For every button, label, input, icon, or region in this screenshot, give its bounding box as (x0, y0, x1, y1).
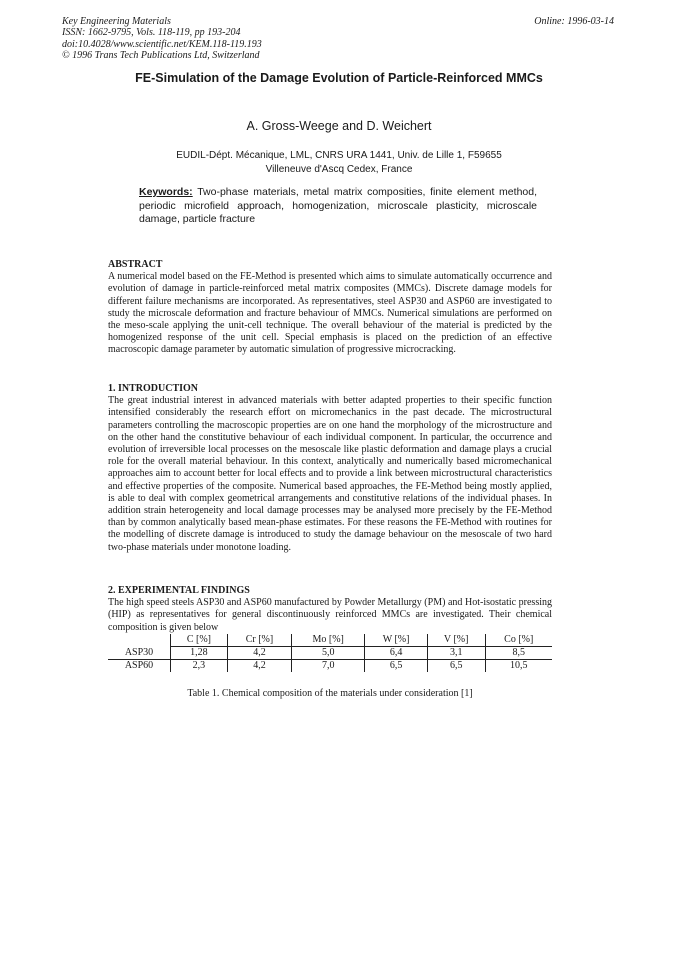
table-cell: 2,3 (171, 660, 228, 673)
affiliation-line-2: Villeneuve d'Ascq Cedex, France (265, 163, 413, 175)
introduction-heading: 1. INTRODUCTION (108, 383, 199, 394)
online-date: Online: 1996-03-14 (534, 16, 614, 27)
table-cell: 4,2 (227, 660, 291, 673)
copyright-line: © 1996 Trans Tech Publications Ltd, Switzerland (62, 49, 260, 61)
issn-line: ISSN: 1662-9795, Vols. 118-119, pp 193-204 (62, 27, 241, 39)
findings-text: The high speed steels ASP30 and ASP60 manufactured by Powder Metallurgy (PM) and Hot-isostatic pressing (HIP) as representatives for general discontinuously reinforced MMCs are investigated. Their chemical composition is given below (108, 597, 552, 633)
table-cell: 10,5 (485, 660, 552, 673)
paper-title: FE-Simulation of the Damage Evolution of Particle-Reinforced MMCs (135, 71, 543, 85)
abstract-heading: ABSTRACT (108, 259, 163, 270)
table-header-cell: W [%] (365, 634, 428, 647)
table-cell: 3,1 (427, 647, 485, 660)
introduction-section (108, 383, 552, 554)
keywords (139, 186, 537, 227)
doi-line: doi:10.4028/www.scientific.net/KEM.118-119.193 (62, 38, 262, 50)
findings-heading: 2. EXPERIMENTAL FINDINGS (108, 585, 250, 596)
table-cell: 6,5 (427, 660, 485, 673)
table-cell: 7,0 (292, 660, 365, 673)
keywords-text: Two-phase materials, metal matrix composities, finite element method, periodic microfield approach, homogenization, microscale plasticity, microscale damage, particle fracture (139, 186, 537, 225)
table-cell: 6,5 (365, 660, 428, 673)
table-header-cell: V [%] (427, 634, 485, 647)
table-cell: ASP30 (108, 647, 171, 660)
table-header-row (108, 634, 552, 647)
table-caption: Table 1. Chemical composition of the materials under consideration [1] (187, 688, 473, 699)
paper-authors: A. Gross-Weege and D. Weichert (246, 119, 432, 133)
journal-name: Key Engineering Materials (62, 16, 171, 27)
introduction-text: The great industrial interest in advanced materials with better adapted properties to their specific function intensified considerably the research effort on micromechanics in the past decade. The microstructural parameters controlling the macroscopic properties are on one hand the morphology of the microstructure and on the other hand the constitutive behaviour of each individual component. In particular, the occurrence and evolution of irreversible local processes on the mesoscale like plastic deformation and damage plays a crucial role for the overall material behaviour. In this context, analytically and numerically based micromechanical approaches aim to account better for local effects and to provide a link between microstructural characteristics and effective properties of the composite. Numerical based approaches, the FE-Method being mostly applied, is able to deal with complex geometrical arrangements and constitutive relations of the individual phases. In addition strain heterogeneity and local damage processes may be analysed more precisely by the FE-Method than by common analytically based mean-phase estimates. For these reasons the FE-Method with routines for the modelling of discrete damage is introduced to study the damage behaviour on the mesoscale of two hard two-phase materials under monotone loading. (108, 395, 552, 553)
table-header-cell (108, 634, 171, 647)
keywords-label: Keywords: (139, 186, 193, 198)
table-header-cell: C [%] (171, 634, 228, 647)
table-cell: 5,0 (292, 647, 365, 660)
abstract-section (108, 259, 552, 357)
table-row (108, 647, 552, 660)
affiliation-line-1: EUDIL-Dépt. Mécanique, LML, CNRS URA 1441, Univ. de Lille 1, F59655 (176, 150, 502, 161)
composition-table (108, 634, 552, 672)
table-row (108, 660, 552, 673)
table-header-cell: Cr [%] (227, 634, 291, 647)
table-cell: 8,5 (485, 647, 552, 660)
table-header-cell: Co [%] (485, 634, 552, 647)
findings-section (108, 585, 552, 634)
abstract-text: A numerical model based on the FE-Method is presented which aims to simulate automatically occurrence and evolution of damage in particle-reinforced metal matrix composites (MMCs). Discrete damage models for different failure mechanisms are incorporated. As representatives, steel ASP30 and ASP60 are investigated to study the microscale deformation and fracture behaviour of MMCs. Numerical simulations are performed on the meso-scale applying the unit-cell technique. The overall behaviour of the material is predicted by the homogenized response of the unit cell. Special emphasis is placed on the prediction of an effective macroscopic damage parameter by automatic simulation of progressive microcracking. (108, 271, 552, 356)
table-header-cell: Mo [%] (292, 634, 365, 647)
publication-info (62, 16, 262, 61)
table-cell: ASP60 (124, 660, 154, 671)
affiliation (110, 149, 568, 176)
table-cell: 1,28 (171, 647, 228, 660)
table-cell: 4,2 (227, 647, 291, 660)
table-cell: 6,4 (365, 647, 428, 660)
